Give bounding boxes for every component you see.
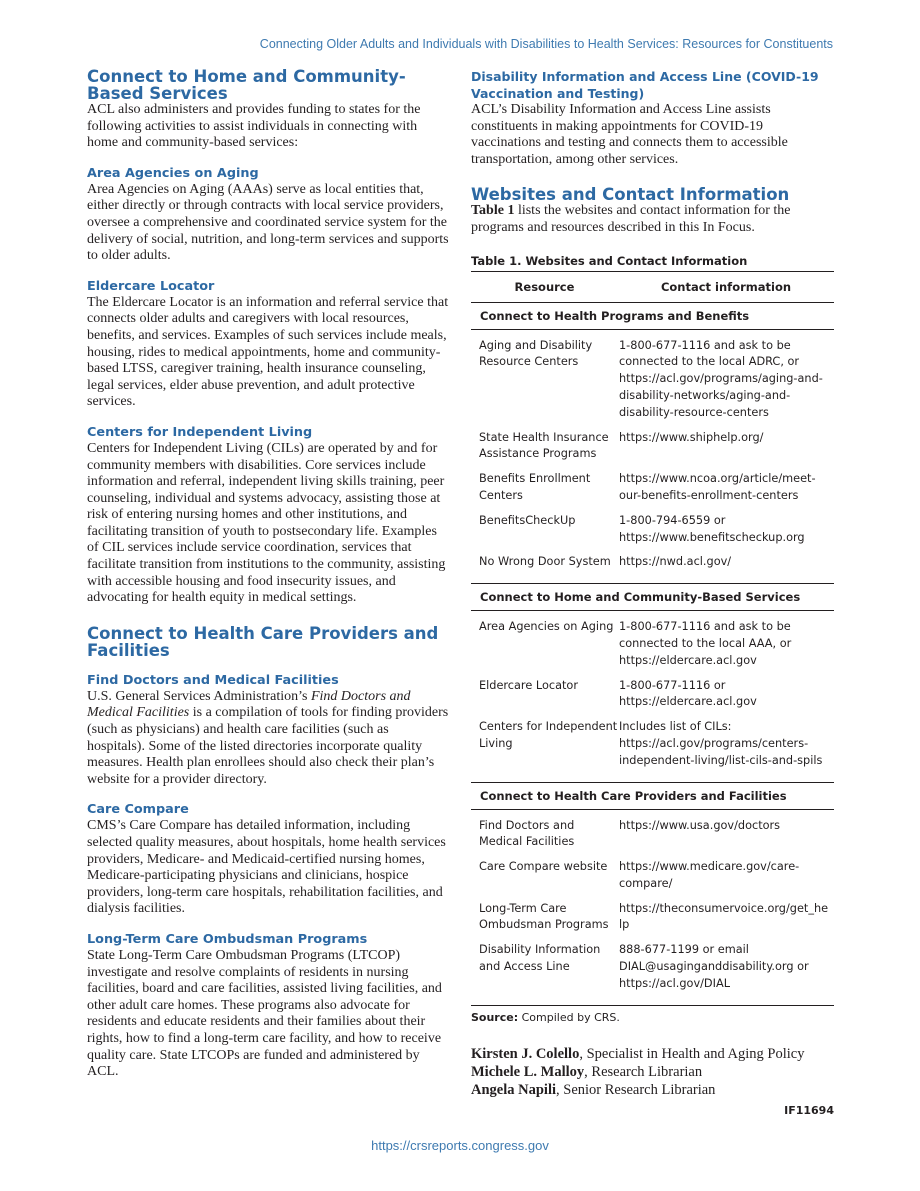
para-dial: ACL’s Disability Information and Access Line assists constituents in making appointments for COVID-19 vaccinations and testing and connects them to accessible transportation, among other services.	[471, 102, 788, 167]
report-number: IF11694	[784, 1103, 834, 1117]
table-row	[471, 471, 834, 505]
cell-contact: Includes list of CILs: https://acl.gov/programs/centers-independent-living/list-cils-and-spils	[619, 720, 823, 767]
cell-resource: Area Agencies on Aging	[479, 620, 614, 634]
heading-health-care-providers: Connect to Health Care Providers and Facilities	[87, 623, 439, 660]
table-row	[471, 678, 834, 712]
footer-url: https://crsreports.congress.gov	[371, 1138, 549, 1153]
cell-resource: Find Doctors and Medical Facilities	[479, 818, 575, 849]
table-row	[471, 513, 834, 547]
table-header	[471, 272, 834, 303]
cell-contact: https://www.ncoa.org/article/meet-our-benefits-enrollment-centers	[619, 472, 816, 502]
table-section-rows	[471, 330, 834, 585]
cell-contact: https://www.medicare.gov/care-compare/	[619, 860, 800, 890]
col-header-contact: Contact information	[660, 279, 792, 294]
cell-resource: State Health Insurance Assistance Programs	[479, 430, 609, 461]
table-row	[471, 818, 834, 852]
heading-websites-contact: Websites and Contact Information	[471, 185, 790, 205]
cell-contact: 888-677-1199 or email DIAL@usaginganddisability.org or https://acl.gov/DIAL	[619, 943, 809, 990]
right-column	[471, 68, 834, 1117]
cell-resource: No Wrong Door System	[479, 555, 611, 569]
para-independent-living: Centers for Independent Living (CILs) are operated by and for community members with disabilities. Core services include information and referral, independent living skills training, peer counseling, individual and systems advocacy, assisting those at risk of entering nursing homes and other institutions, and facilitating transition of youth to postsecondary life. Examples of CIL services include service coordination, services that facilitate transition from institutions to the community, assisting with accessible housing and food insecurity issues, and advocating for health equity in medical settings.	[87, 440, 446, 606]
cell-resource: BenefitsCheckUp	[479, 513, 576, 527]
heading-area-agencies: Area Agencies on Aging	[87, 165, 259, 181]
cell-resource: Long-Term Care Ombudsman Programs	[479, 901, 609, 932]
author-line: Kirsten J. Colello, Specialist in Health and Aging Policy	[471, 1045, 805, 1062]
table-section-title: Connect to Home and Community-Based Services	[471, 584, 834, 611]
table-caption: Table 1. Websites and Contact Information	[471, 254, 834, 272]
table-body	[471, 303, 834, 1006]
table-row	[471, 430, 834, 464]
table-section-title: Connect to Health Care Providers and Facilities	[471, 783, 834, 810]
para-websites-contact: Table 1 lists the websites and contact information for the programs and resources described in this In Focus.	[471, 203, 791, 235]
heading-care-compare: Care Compare	[87, 802, 189, 818]
heading-eldercare-locator: Eldercare Locator	[87, 278, 215, 294]
para-care-compare: CMS’s Care Compare has detailed information, including selected quality measures, about hospitals, home health services providers, Medicare- and Medicaid-certified nursing homes, Medicare-participating physicians and clinicians, hospice providers, long-term care hospitals, rehabilitation facilities, and dialysis facilities.	[87, 818, 446, 917]
para-ombudsman: State Long-Term Care Ombudsman Programs (LTCOP) investigate and resolve complaints of residents in nursing facilities, board and care facilities, assisted living facilities, and other adult care homes. These programs also advocate for residents and educate residents and their families about their rights, how to find a long-term care facility, and how to receive quality care. State LTCOPs are funded and administered by ACL.	[87, 947, 442, 1080]
cell-resource: Care Compare website	[479, 860, 608, 874]
table-row	[471, 619, 834, 669]
table-row	[471, 901, 834, 935]
cell-contact: https://www.shiphelp.org/	[619, 430, 764, 444]
table-source: Source: Compiled by CRS.	[471, 1010, 620, 1024]
heading-find-doctors: Find Doctors and Medical Facilities	[87, 672, 339, 688]
table-row	[471, 719, 834, 769]
table-row	[471, 859, 834, 893]
table-section-title: Connect to Health Programs and Benefits	[471, 303, 834, 330]
cell-resource: Benefits Enrollment Centers	[479, 472, 591, 502]
heading-independent-living: Centers for Independent Living	[87, 424, 313, 440]
heading-home-community: Connect to Home and Community-Based Services	[87, 67, 406, 103]
left-column	[87, 68, 450, 1081]
cell-resource: Centers for Independent Living	[479, 720, 618, 750]
cell-contact: https://theconsumervoice.org/get_help	[619, 901, 829, 932]
cell-contact: 1-800-677-1116 or https://eldercare.acl.gov	[619, 678, 757, 709]
para-find-doctors: U.S. General Services Administration’s Find Doctors and Medical Facilities is a compilation of tools for finding providers (such as physicians) and health care facilities (such as hospitals). Some of the listed directories incorporate quality measures. Health plan enrollees should also check their plan’s website for a provider directory.	[87, 688, 449, 787]
author-line: Angela Napili, Senior Research Librarian	[471, 1081, 716, 1098]
para-home-community: ACL also administers and provides funding to states for the following activities to assist individuals in connecting with home and community-based services:	[87, 102, 421, 151]
heading-ombudsman: Long-Term Care Ombudsman Programs	[87, 931, 368, 947]
cell-resource: Disability Information and Access Line	[479, 943, 601, 974]
table-row	[471, 554, 834, 571]
table-row	[471, 338, 834, 422]
cell-contact: https://nwd.acl.gov/	[619, 555, 732, 569]
cell-contact: 1-800-794-6559 or https://www.benefitscheckup.org	[619, 513, 805, 544]
para-eldercare-locator: The Eldercare Locator is an information and referral service that connects older adults and caregivers with local resources, benefits, and services. Examples of such services include meals, housing, rides to medical appointments, home and community-based LTSS, caregiver training, health insurance counseling, legal services, elder abuse prevention, and adult protective services.	[87, 294, 449, 410]
para-area-agencies: Area Agencies on Aging (AAAs) serve as local entities that, either directly or through contracts with local service providers, oversee a comprehensive and coordinated service system for the delivery of social, nutrition, and long-term services and supports to older adults.	[87, 181, 449, 264]
cell-resource: Eldercare Locator	[479, 678, 578, 692]
author-line: Michele L. Malloy, Research Librarian	[471, 1063, 703, 1080]
cell-resource: Aging and Disability Resource Centers	[479, 338, 593, 369]
cell-contact: 1-800-677-1116 and ask to be connected to the local ADRC, or https://acl.gov/programs/aging-and-disability-networks/aging-and-disability-resource-centers	[619, 338, 823, 419]
table-section-rows	[471, 611, 834, 782]
running-header: Connecting Older Adults and Individuals with Disabilities to Health Services: Resources for Constituents	[259, 37, 833, 51]
table-row	[471, 942, 834, 992]
table-section-rows	[471, 810, 834, 1006]
heading-dial: Disability Information and Access Line (COVID-19 Vaccination and Testing)	[471, 69, 819, 101]
cell-contact: 1-800-677-1116 and ask to be connected to the local AAA, or https://eldercare.acl.gov	[619, 620, 792, 667]
col-header-resource: Resource	[514, 279, 575, 294]
cell-contact: https://www.usa.gov/doctors	[619, 818, 781, 832]
author-list	[471, 1045, 834, 1099]
